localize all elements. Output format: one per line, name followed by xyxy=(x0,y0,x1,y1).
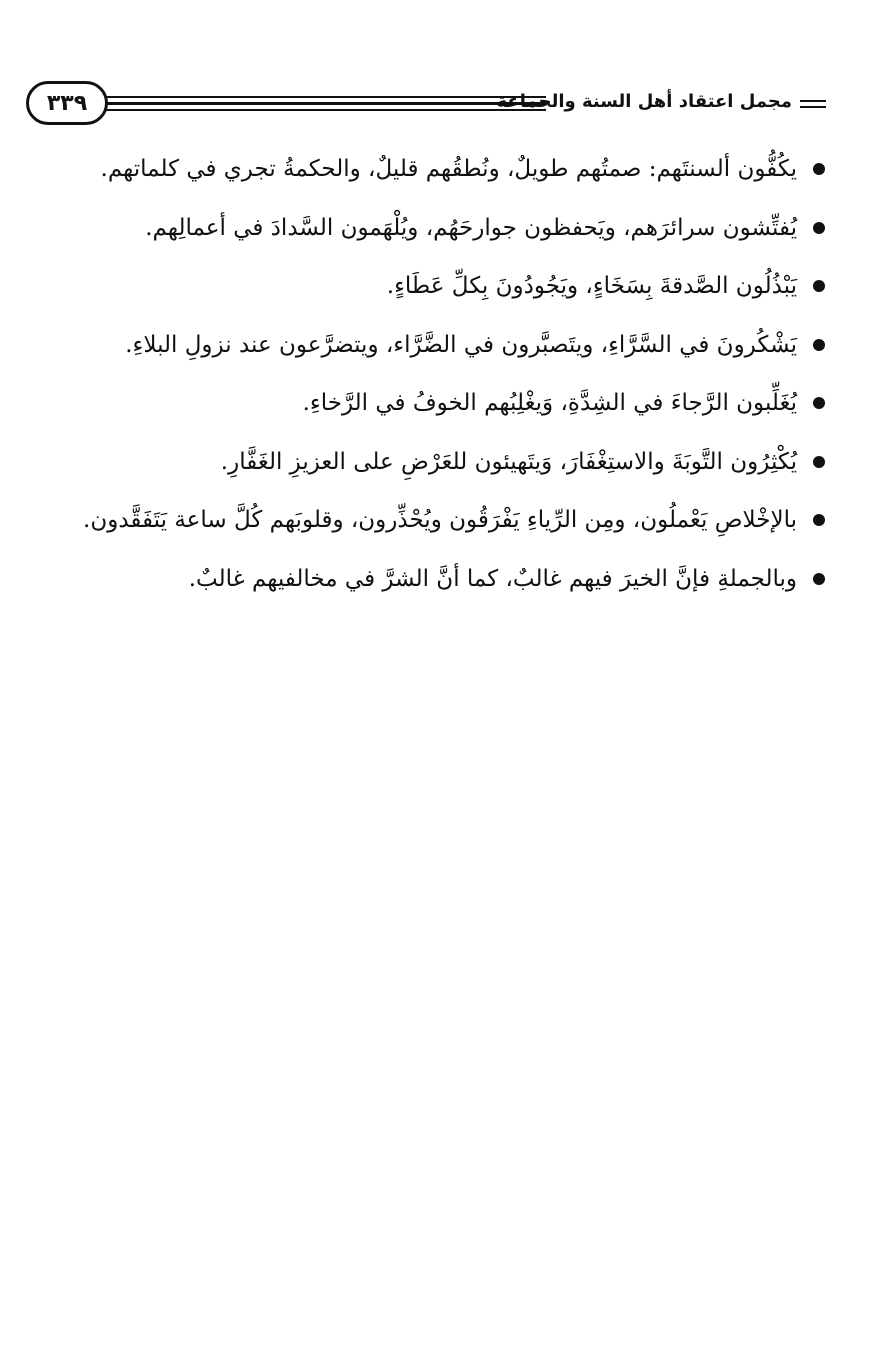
list-item-text: بالإخْلاصِ يَعْملُون، ومِن الرِّياءِ يَفْرَقُون ويُحْذِّرون، وقلوبَهم كُلَّ ساعة يَتَفَقَّدون. xyxy=(83,507,797,534)
bullet-icon xyxy=(813,163,825,175)
list-item xyxy=(65,140,825,199)
bullet-icon xyxy=(813,280,825,292)
list-item-text: يُكْثِرُون التَّوبَةَ والاستِغْفَارَ، وَيتَهيئون للعَرْضِ على العزيزِ الغَفَّارِ. xyxy=(220,448,797,475)
bullet-icon xyxy=(813,573,825,585)
list-item xyxy=(65,550,825,609)
list-item-text: يُفتِّشون سرائرَهم، ويَحفظون جوارحَهُم، ويُلْهَمون السَّدادَ في أعمالِهم. xyxy=(145,214,797,241)
bullet-icon xyxy=(813,222,825,234)
list-item xyxy=(65,491,825,550)
list-item-text: يكُفُّون ألسنتَهم: صمتُهم طويلٌ، ونُطقُهم قليلٌ، والحكمةُ تجري في كلماتهم. xyxy=(100,156,797,183)
list-item xyxy=(65,257,825,316)
list-item xyxy=(65,374,825,433)
list-item xyxy=(65,199,825,258)
bullet-list xyxy=(65,140,825,608)
page-number: ٣٣٩ xyxy=(26,81,108,125)
list-item-text: يَشْكُرونَ في السَّرَّاءِ، ويتَصبَّرون في الضَّرَّاء، ويتضرَّعون عند نزولِ البلاءِ. xyxy=(125,331,797,358)
header-rule xyxy=(106,96,546,98)
running-title: مجمل اعتقاد أهل السنة والجماعة xyxy=(496,91,792,112)
bullet-icon xyxy=(813,456,825,468)
header-dash xyxy=(800,100,826,102)
header-rule xyxy=(106,102,546,105)
list-item-text: يُغَلِّبون الرَّجاءَ في الشِدَّةِ، وَيغْلِبُهم الخوفُ في الرَّخاءِ. xyxy=(302,390,797,417)
running-header xyxy=(26,78,826,134)
bullet-icon xyxy=(813,397,825,409)
list-item xyxy=(65,316,825,375)
list-item-text: وبالجملةِ فإنَّ الخيرَ فيهم غالبٌ، كما أنَّ الشرَّ في مخالفيهم غالبٌ. xyxy=(188,565,797,592)
list-item-text: يَبْذُلُون الصَّدقةَ بِسَخَاءٍ، ويَجُودُونَ بِكلِّ عَطَاءٍ. xyxy=(386,273,797,300)
bullet-icon xyxy=(813,339,825,351)
header-dash xyxy=(800,106,826,108)
bullet-icon xyxy=(813,514,825,526)
header-rule xyxy=(106,109,546,111)
list-item xyxy=(65,433,825,492)
